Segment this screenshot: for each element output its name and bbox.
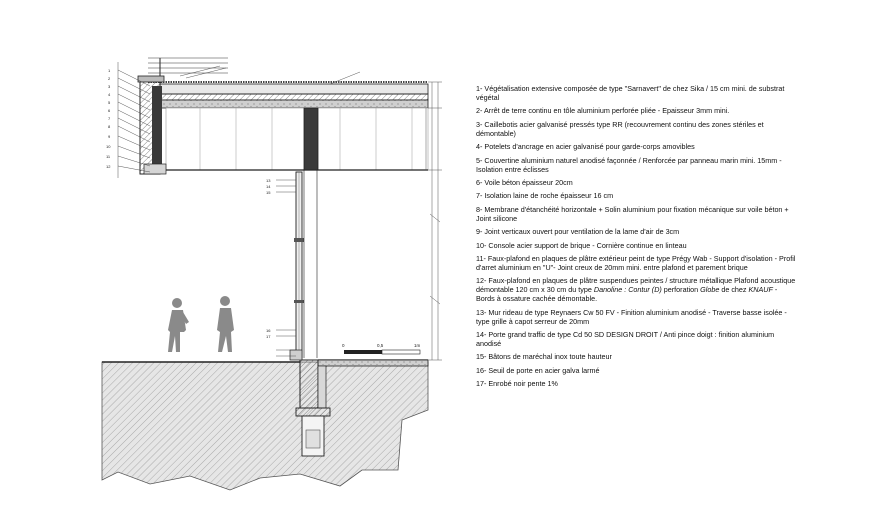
- legend-item-15: [476, 352, 796, 361]
- callout-3: 3: [108, 84, 111, 89]
- callout-14: 14: [266, 184, 271, 189]
- callout-17: 17: [266, 334, 271, 339]
- legend-item-text: Membrane d'étanchéité horizontale + Solin aluminium pour fixation mécanique sur voile béton + Joint silicone: [476, 204, 789, 223]
- legend-item-10: [476, 241, 796, 250]
- legend-item-text: Voile béton épaisseur 20cm: [484, 177, 573, 187]
- legend-item-number: 6-: [476, 177, 483, 187]
- legend-item-6: [476, 178, 796, 187]
- legend-item-number: 3-: [476, 119, 483, 129]
- legend-item-text: Caillebotis acier galvanisé pressés type RR (recouvrement continu des zones stériles et démontable): [476, 119, 764, 138]
- legend-item-text: Faux-plafond en plaques de plâtre extérieur peint de type Prégy Wab - Support d'isolation - Profil d'arret aluminium en "U"- Joint creux de 20mm mini. entre plafond et parement brique: [476, 253, 796, 272]
- legend-item-text-part: Danoline : Contur (D): [593, 285, 662, 295]
- legend-item-4: [476, 142, 796, 151]
- legend-item-text: Arrêt de terre continu en tôle aluminium perforée pliée - Epaisseur 3mm mini.: [484, 106, 730, 116]
- legend-item-text-part: KNAUF: [748, 285, 773, 295]
- callout-11: 11: [106, 154, 111, 159]
- legend-item-number: 10-: [476, 240, 487, 250]
- legend-item-text: Joint verticaux ouvert pour ventilation de la lame d'air de 3cm: [484, 227, 680, 237]
- legend-item-text: Potelets d'ancrage en acier galvanisé pour garde-corps amovibles: [484, 142, 695, 152]
- scale-bar: [342, 343, 421, 354]
- legend-item-7: [476, 191, 796, 200]
- legend-item-text: Végétalisation extensive composée de type "Sarnavert" de chez Sika / 15 cm mini. de substrat végétal: [476, 84, 785, 102]
- legend-item-9: [476, 227, 796, 236]
- callout-10: 10: [106, 144, 111, 149]
- callout-13: 13: [266, 178, 271, 183]
- legend-item-number: 5-: [476, 155, 483, 165]
- legend-item-17: [476, 379, 796, 388]
- legend-item-text: Porte grand traffic de type Cd 50 SD DESIGN DROIT / Anti pince doigt : finition aluminium anodisé: [476, 330, 775, 349]
- legend-item-13: [476, 308, 796, 326]
- legend-item-2: [476, 106, 796, 115]
- callout-16: 16: [266, 328, 271, 333]
- ground-section: [102, 360, 428, 490]
- legend-item-text: Isolation laine de roche épaisseur 16 cm: [484, 191, 614, 201]
- legend-item-number: 11-: [476, 253, 486, 263]
- callout-12: 12: [106, 164, 111, 169]
- legend-item-3: [476, 120, 796, 138]
- wall-callouts: [266, 178, 296, 356]
- legend-item-14: [476, 330, 796, 348]
- callout-5: 5: [108, 100, 111, 105]
- curtain-wall: [290, 170, 317, 360]
- legend-list: [476, 84, 796, 393]
- legend-item-8: [476, 205, 796, 223]
- legend-item-11: [476, 254, 796, 272]
- legend-item-number: 1-: [476, 84, 483, 93]
- callout-8: 8: [108, 124, 111, 129]
- legend-item-16: [476, 366, 796, 375]
- legend-item-number: 4-: [476, 142, 483, 152]
- callout-2: 2: [108, 76, 111, 81]
- legend-item-number: 9-: [476, 227, 483, 237]
- person-figure-right: [217, 296, 234, 352]
- human-figures: [168, 296, 234, 352]
- legend-item-5: [476, 156, 796, 174]
- legend-item-text: Seuil de porte en acier galva larmé: [488, 365, 600, 375]
- legend-item-text: Mur rideau de type Reynaers Cw 50 FV - Finition aluminium anodisé - Traverse basse isolée - type grille à capot serreur de 20mm: [476, 307, 787, 326]
- legend-item-text-part: Globe: [700, 285, 720, 295]
- legend-item-number: 15-: [476, 352, 487, 362]
- callout-7: 7: [108, 116, 111, 121]
- legend-item-12: [476, 276, 796, 303]
- legend-item-text: Bâtons de maréchal inox toute hauteur: [488, 352, 612, 362]
- legend-item-number: 2-: [476, 106, 483, 116]
- legend-item-number: 8-: [476, 204, 483, 214]
- legend-item-number: 13-: [476, 307, 487, 317]
- legend-item-1: [476, 84, 796, 102]
- legend-item-text: Enrobé noir pente 1%: [488, 379, 558, 389]
- callout-6: 6: [108, 108, 111, 113]
- legend-item-text: Couvertine aluminium naturel anodisé façonnée / Renforcée par panneau marin mini. 15mm - Isolation entre éclisses: [476, 155, 782, 174]
- scale-label-0: 0: [342, 343, 345, 348]
- person-figure-left: [168, 298, 189, 352]
- legend-item-text: Console acier support de brique - Cornière continue en linteau: [488, 240, 687, 250]
- scale-label-half: 0,5: [377, 343, 384, 348]
- scale-label-1m: 1m: [414, 343, 421, 348]
- legend-item-text-part: de chez: [719, 285, 749, 295]
- callout-1: 1: [108, 68, 111, 73]
- callout-15: 15: [266, 190, 271, 195]
- legend-item-text-part: Faux-plafond en plaques de plâtre suspendues peintes / structure métallique Plafond acoustique démontable 120 cm x 30 cm du type: [476, 276, 796, 295]
- legend-item-number: 17-: [476, 379, 487, 389]
- legend-item-text-part: - Bords à ossature cachée démontable.: [476, 285, 778, 304]
- legend-item-number: 16-: [476, 365, 487, 375]
- legend-item-number: 7-: [476, 191, 483, 201]
- legend-item-text-part: perforation: [661, 285, 701, 295]
- callout-9: 9: [108, 134, 111, 139]
- legend-item-number: 12-: [476, 276, 487, 286]
- legend-item-number: 14-: [476, 330, 487, 340]
- callout-4: 4: [108, 92, 111, 97]
